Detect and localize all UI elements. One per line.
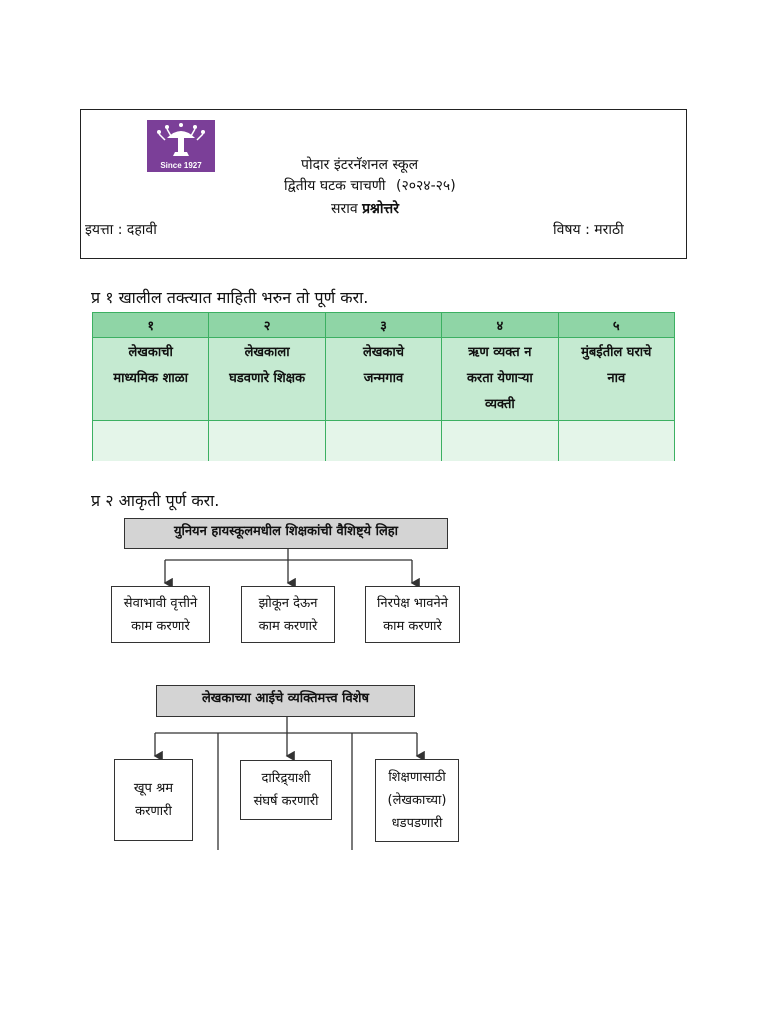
exam-name: द्वितीय घटक चाचणी <box>284 178 386 194</box>
school-name: पोदार इंटरनॅशनल स्कूल <box>301 157 419 173</box>
q2-title: प्र २ आकृती पूर्ण करा. <box>91 491 220 510</box>
box-line: काम करणारे <box>258 618 318 634</box>
box-line: काम करणारे <box>131 618 190 634</box>
box-line: दारिद्र्याशी <box>261 771 311 786</box>
diagram1-heading: युनियन हायस्कूलमधील शिक्षकांची वैशिष्ट्ये लिहा <box>124 518 448 549</box>
diagram2-box-3 <box>375 759 459 842</box>
label-line: लेखकाचे <box>362 345 404 360</box>
box-line: धडपडणारी <box>391 816 443 831</box>
label-line: घडवणारे शिक्षक <box>229 371 306 386</box>
diagram1-box-2 <box>241 586 335 643</box>
box-line: करणारी <box>135 804 172 819</box>
class-value: दहावी <box>126 222 157 238</box>
label-line: व्यक्ती <box>485 397 515 412</box>
label-line: करता येणाऱ्या <box>466 371 533 386</box>
box-line: सेवाभावी वृत्तीने <box>123 595 198 611</box>
diagram1-box-3 <box>365 586 460 643</box>
worksheet-bold: प्रश्नोत्तरे <box>362 201 399 217</box>
worksheet-prefix: सराव <box>331 201 358 217</box>
box-line: काम करणारे <box>383 618 442 634</box>
class-label: इयत्ता : <box>85 222 123 238</box>
label-line: मुंबईतील घराचे <box>581 345 652 360</box>
box-line: संघर्ष करणारी <box>253 794 319 809</box>
diagram2-box-1 <box>114 759 193 841</box>
label-line: जन्मगाव <box>363 371 404 386</box>
table-cell-number: ४ <box>442 313 558 338</box>
subject-value: मराठी <box>594 222 624 238</box>
table-cell-number: ३ <box>325 313 441 338</box>
q1-title: प्र १ खालील तक्त्यात माहिती भरुन तो पूर्ण करा. <box>91 288 369 307</box>
table-cell-number: १ <box>93 313 209 338</box>
diagram2-box-2 <box>240 760 332 820</box>
subject-label: विषय : <box>553 222 590 238</box>
diagram2-heading: लेखकाच्या आईचे व्यक्तिमत्त्व विशेष <box>156 685 415 717</box>
logo-since-text: Since 1927 <box>160 161 202 170</box>
label-line: माध्यमिक शाळा <box>113 371 189 386</box>
table-cell-number: २ <box>209 313 325 338</box>
exam-year: (२०२४-२५) <box>396 178 456 194</box>
label-line: लेखकाची <box>128 345 173 360</box>
label-line: ऋण व्यक्त न <box>468 345 532 360</box>
box-line: निरपेक्ष भावनेने <box>377 595 448 611</box>
table-cell-number: ५ <box>558 313 674 338</box>
diagram1-box-1 <box>111 586 210 643</box>
label-line: नाव <box>607 371 626 386</box>
box-line: झोकून देऊन <box>258 595 318 611</box>
box-line: (लेखकाच्या) <box>387 793 447 808</box>
box-line: शिक्षणासाठी <box>388 770 446 785</box>
label-line: लेखकाला <box>244 345 290 360</box>
box-line: खूप श्रम <box>133 781 174 796</box>
